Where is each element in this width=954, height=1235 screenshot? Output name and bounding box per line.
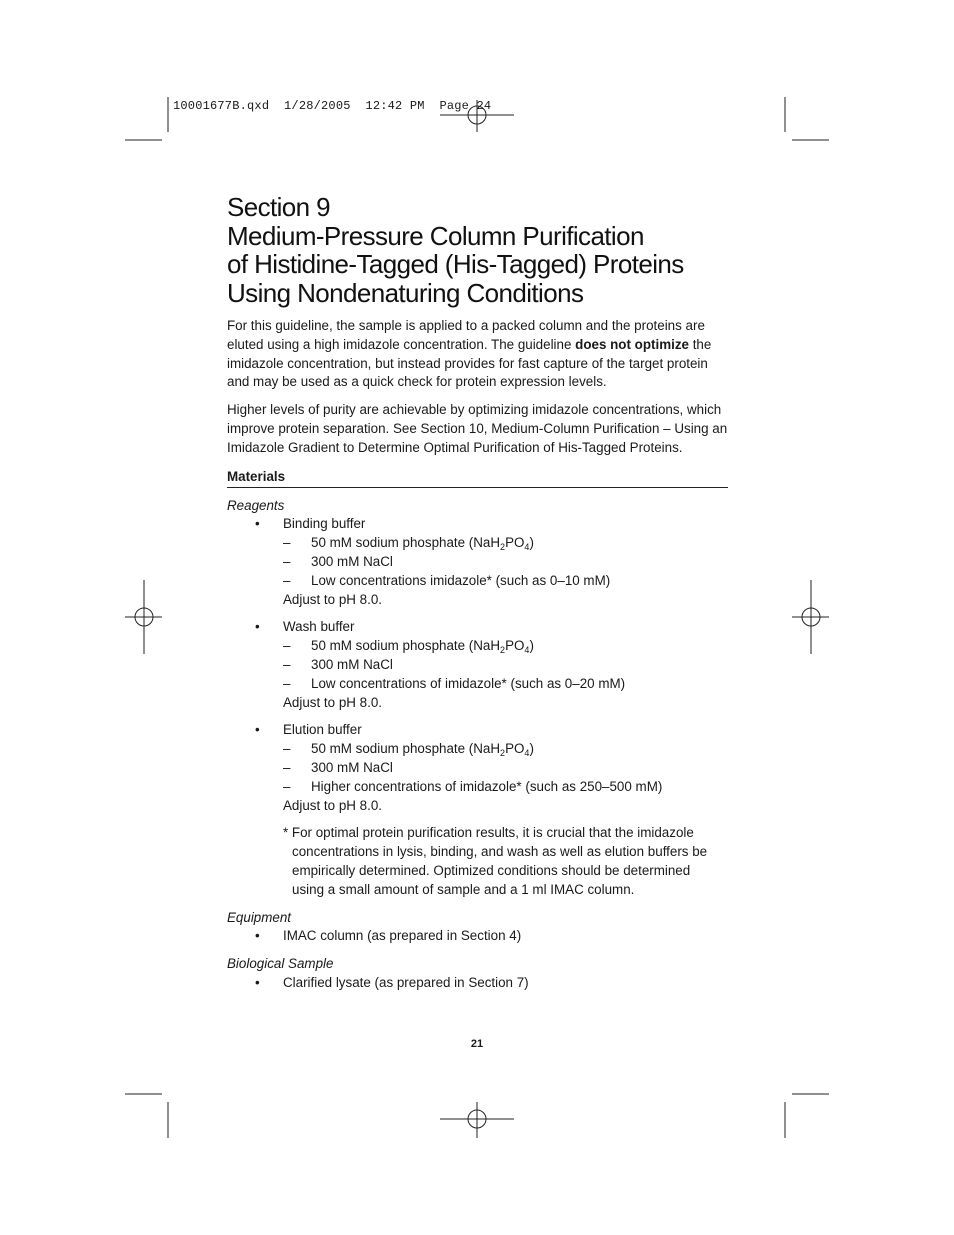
buffer-group-binding: [227, 515, 728, 609]
component-text: 300 mM NaCl: [311, 759, 393, 775]
footnote-line: * For optimal protein purification results, it is crucial that the imidazole: [283, 825, 694, 841]
dash-marker: –: [283, 759, 291, 775]
buffer-label: Elution buffer: [283, 722, 362, 738]
biological-sample-label: Clarified lysate (as prepared in Section 7): [283, 974, 529, 990]
component-text: Low concentrations imidazole* (such as 0–10 mM): [311, 572, 611, 588]
equipment-item: [227, 927, 728, 946]
dash-marker: –: [283, 675, 291, 691]
buffer-label: Wash buffer: [283, 619, 355, 635]
buffer-component: [227, 637, 728, 656]
subscript: 4: [524, 748, 530, 759]
component-text: 50 mM sodium phosphate (NaH: [311, 741, 501, 757]
dash-marker: –: [283, 553, 291, 569]
intro-bold-text: does not optimize: [575, 336, 689, 352]
dash-marker: –: [283, 535, 291, 551]
footnote-line: using a small amount of sample and a 1 ml IMAC column.: [292, 881, 635, 897]
component-text: 50 mM sodium phosphate (NaH: [311, 535, 501, 551]
bullet-marker: •: [255, 928, 260, 944]
dash-marker: –: [283, 778, 291, 794]
footnote-line: empirically determined. Optimized conditions should be determined: [292, 862, 691, 878]
buffer-component: [227, 759, 728, 778]
component-text: ): [529, 741, 534, 757]
buffer-group-elution: [227, 721, 728, 815]
dash-marker: –: [283, 572, 291, 588]
buffer-label: Binding buffer: [283, 516, 366, 532]
buffer-name: [227, 721, 728, 740]
component-text: 50 mM sodium phosphate (NaH: [311, 638, 501, 654]
materials-heading: Materials: [227, 468, 728, 488]
bullet-marker: •: [255, 619, 260, 635]
ph-instruction: Adjust to pH 8.0.: [283, 694, 382, 710]
equipment-label: IMAC column (as prepared in Section 4): [283, 928, 522, 944]
title-line: of Histidine-Tagged (His-Tagged) Proteins: [227, 249, 684, 279]
buffer-group-wash: [227, 618, 728, 712]
dash-marker: –: [283, 741, 291, 757]
buffer-component: [227, 656, 728, 675]
reagents-heading: Reagents: [227, 497, 285, 513]
intro-text: For this guideline, the sample is applied to a packed column and the proteins are eluted using a high imidazole concentration. The guideline: [227, 318, 705, 352]
component-text: 300 mM NaCl: [311, 553, 393, 569]
subscript: 2: [500, 645, 506, 656]
page-number: 21: [470, 1038, 484, 1050]
purity-paragraph: Higher levels of purity are achievable by optimizing imidazole concentrations, which improve protein separation. See Section 10, Medium-Column Purification – Using an Imidazole Gradient to Determine Optimal Purification of His-Tagged Proteins.: [227, 402, 728, 455]
component-text: Higher concentrations of imidazole* (such as 250–500 mM): [311, 778, 663, 794]
intro-text-end: the imidazole concentration, but instead provides for fast capture of the target protein and may be used as a quick check for protein expression levels.: [227, 336, 712, 390]
dash-marker: –: [283, 656, 291, 672]
subscript: 4: [524, 542, 530, 553]
buffer-component: [227, 553, 728, 572]
footnote-line: concentrations in lysis, binding, and wash as well as elution buffers be: [292, 844, 708, 860]
title-line: Section 9: [227, 192, 331, 222]
buffer-component: [227, 572, 728, 591]
component-text: PO: [505, 535, 525, 551]
buffer-component: [227, 778, 728, 797]
equipment-heading: Equipment: [227, 909, 292, 925]
subscript: 2: [500, 748, 506, 759]
section-title: [227, 193, 728, 307]
bullet-marker: •: [255, 516, 260, 532]
component-text: Low concentrations of imidazole* (such as 0–20 mM): [311, 675, 626, 691]
ph-instruction: Adjust to pH 8.0.: [283, 591, 382, 607]
buffer-name: [227, 515, 728, 534]
biological-sample-heading: Biological Sample: [227, 956, 334, 972]
bullet-marker: •: [255, 722, 260, 738]
dash-marker: –: [283, 638, 291, 654]
buffer-component: [227, 534, 728, 553]
component-text: ): [529, 535, 534, 551]
buffer-component: [227, 675, 728, 694]
intro-paragraph: [227, 317, 728, 392]
subscript: 4: [524, 645, 530, 656]
bullet-marker: •: [255, 974, 260, 990]
component-text: ): [529, 638, 534, 654]
biological-sample-item: [227, 974, 728, 993]
component-text: PO: [505, 741, 525, 757]
title-line: Using Nondenaturing Conditions: [227, 277, 584, 308]
ph-instruction: Adjust to pH 8.0.: [283, 797, 382, 813]
component-text: 300 mM NaCl: [311, 656, 393, 672]
buffer-component: [227, 740, 728, 759]
imidazole-footnote: [227, 824, 728, 899]
component-text: PO: [505, 638, 525, 654]
page-content: [227, 193, 728, 993]
buffer-name: [227, 618, 728, 637]
title-line: Medium-Pressure Column Purification: [227, 220, 644, 251]
subscript: 2: [500, 542, 506, 553]
print-slug: 10001677B.qxd 1/28/2005 12:42 PM Page 24: [173, 99, 492, 113]
